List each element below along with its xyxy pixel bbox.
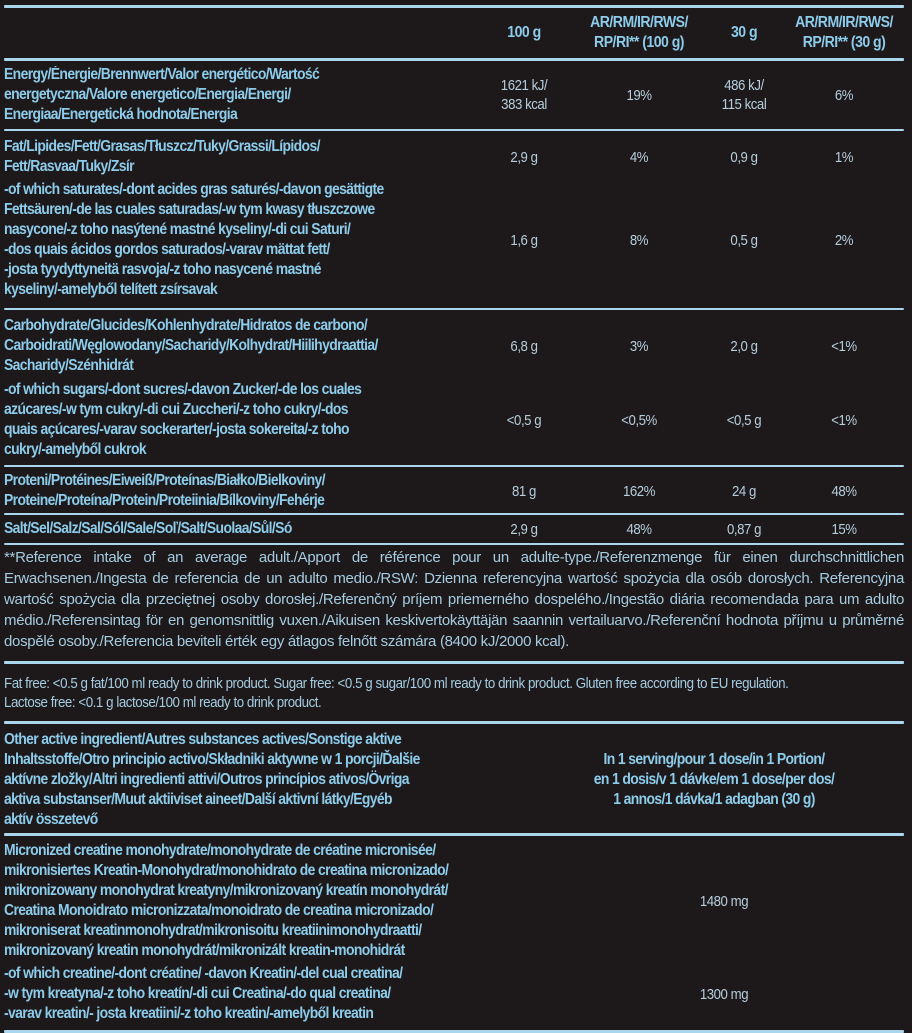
- table-header: [4, 8, 904, 58]
- ri-30g: 2%: [834, 231, 854, 249]
- ri-100g: 3%: [629, 337, 649, 355]
- free-note-line: Lactose free: <0.1 g lactose/100 ml ready to drink product.: [4, 695, 322, 711]
- table-row-saturates: [4, 179, 904, 301]
- row-label: Carbohydrate/Glucides/Kohlenhydrate/Hidratos de carbono/ Carboidrati/Węglowodany/Sacharidy/Kolhydrat/Hiilihydraattia/ Sacharidy/Szénhidrát: [4, 317, 378, 374]
- value-100g: 1621 kJ/ 383 kcal: [500, 77, 548, 113]
- table-row-carbohydrate: [4, 314, 904, 378]
- table-row-sugars: [4, 378, 904, 462]
- table-row-creatine: [4, 839, 904, 963]
- header-ri-30g: AR/RM/IR/RWS/ RP/RI** (30 g): [795, 14, 893, 51]
- divider: [4, 661, 904, 664]
- ri-100g: 4%: [629, 148, 649, 166]
- value-100g: 2,9 g: [510, 148, 538, 166]
- value-30g: 0,9 g: [730, 148, 758, 166]
- ri-30g: 6%: [834, 86, 854, 104]
- free-from-note: [4, 675, 904, 711]
- ri-30g: <1%: [831, 337, 857, 355]
- divider: [4, 465, 904, 467]
- divider: [4, 543, 904, 545]
- ri-30g: 15%: [831, 520, 857, 538]
- header-100g: 100 g: [507, 24, 541, 41]
- value-100g: 81 g: [512, 482, 536, 500]
- ri-30g: <1%: [831, 411, 857, 429]
- value-30g: 0,5 g: [730, 231, 758, 249]
- table-row-protein: [4, 469, 904, 513]
- ri-100g: 162%: [622, 482, 656, 500]
- nutrition-table: [4, 0, 904, 1033]
- value-30g: 24 g: [732, 482, 756, 500]
- ri-100g: 19%: [626, 86, 652, 104]
- value-30g: 2,0 g: [730, 337, 758, 355]
- header-ri-100g: AR/RM/IR/RWS/ RP/RI** (100 g): [590, 14, 688, 51]
- divider: [4, 721, 904, 724]
- value-30g: 0,87 g: [726, 520, 762, 538]
- active-header-label: Other active ingredient/Autres substances actives/Sonstige aktive Inhaltsstoffe/Otro principio activo/Składniki aktywne w 1 porcji/Ďalšie aktívne zložky/Altri ingredienti attivi/Outros princípios ativos/Övriga aktiva substanser/Muut aktiiviset aineet/Další aktivní látky/Egyéb aktív összetevő: [4, 731, 420, 828]
- row-label: Fat/Lipides/Fett/Grasas/Tłuszcz/Tuky/Grassi/Lípidos/ Fett/Rasvaa/Tuky/Zsír: [4, 138, 320, 175]
- active-ingredients-header: [4, 727, 904, 833]
- value-100g: 2,9 g: [510, 520, 538, 538]
- ri-30g: 1%: [834, 148, 854, 166]
- ri-100g: 8%: [629, 231, 649, 249]
- table-row-energy: [4, 61, 904, 129]
- ri-100g: 48%: [626, 520, 652, 538]
- row-label: -of which creatine/-dont créatine/ -davon Kreatin/-del cual creatina/ -w tym kreatyna/-z toho kreatín/-di cui Creatina/-do qual creatina/ -varav kreatin/- josta kreatiini/-z toho kreatin/-amelyből kreatin: [4, 965, 403, 1022]
- divider: [4, 129, 904, 131]
- reference-intake-note: **Reference intake of an average adult./Apport de référence pour un adulte-type./Referenzmenge für einen durchschnittlichen Erwachsenen./Ingesta de referencia de un adulto medio./RSW: Dzienna referencyjna wartość spożycia dla osób dorosłych. Referencyjna wartość spożycia dla przeciętnej osoby dorosłej./Referenčný príjem priemerného dospelého./Ingestão diária recomendada para um adulto médio./Referensintag för en genomsnittlig vuxen./Aikuisen keskivertokäyttäjän saannin vertailuarvo./Referenční hodnota příjmu u průměrné dospělé osoby./Referencia beviteli érték egy átlagos felnőtt számára (8400 kJ/2000 kcal).: [4, 549, 904, 650]
- value-100g: <0,5 g: [506, 411, 542, 429]
- divider: [4, 833, 904, 836]
- value-100g: 6,8 g: [510, 337, 538, 355]
- table-row-fat: [4, 135, 904, 179]
- free-note-line: Fat free: <0.5 g fat/100 ml ready to drink product. Sugar free: <0.5 g sugar/100 ml ready to drink product. Gluten free according to EU regulation.: [4, 676, 789, 692]
- row-label: -of which sugars/-dont sucres/-davon Zucker/-de los cuales azúcares/-w tym cukry/-di cui Zuccheri/-z toho cukry/-dos quais açúcares/-varav sockerarter/-josta sokereita/-z toho cukry/-amelyből cukrok: [4, 381, 362, 458]
- serving-size-header: In 1 serving/pour 1 dose/in 1 Portion/ en 1 dosis/v 1 dávke/em 1 dose/per dos/ 1 annos/1 dávka/1 adagban (30 g): [593, 751, 835, 808]
- row-label: -of which saturates/-dont acides gras saturés/-davon gesättigte Fettsäuren/-de las cuales saturadas/-w tym kwasy tłuszczowe nasycone/-z toho nasýtené mastné kyseliny/-di cui Saturi/ -dos quais ácidos gordos saturados/-varav mättat fett/ -josta tyydyttyneitä rasvoja/-z toho nasycené mastné kyseliny/-amelyből telített zsírsavak: [4, 181, 384, 298]
- ri-30g: 48%: [831, 482, 857, 500]
- row-label: Salt/Sel/Salz/Sal/Sól/Sale/Soľ/Salt/Suolaa/Sůl/Só: [4, 520, 292, 537]
- value-30g: 486 kJ/ 115 kcal: [721, 77, 767, 113]
- row-label: Proteni/Protéines/Eiweiß/Proteínas/Białko/Bielkoviny/ Proteine/Proteína/Protein/Proteiinia/Bílkoviny/Fehérje: [4, 472, 325, 509]
- table-row-salt: [4, 515, 904, 543]
- creatine-value: 1480 mg: [699, 892, 749, 910]
- of-which-creatine-value: 1300 mg: [699, 985, 749, 1003]
- value-30g: <0,5 g: [726, 411, 762, 429]
- header-30g: 30 g: [730, 24, 758, 41]
- table-row-of-which-creatine: [4, 963, 904, 1025]
- ri-100g: <0,5%: [621, 411, 657, 429]
- value-100g: 1,6 g: [510, 231, 538, 249]
- row-label: Micronized creatine monohydrate/monohydrate de créatine micronisée/ mikronisiertes Kreatin-Monohydrat/monohidrato de creatina micronizado/ mikronizowany monohydrat kreatyny/mikronizovaný kreatín monohydrát/ Creatina Monoidrato micronizzata/monoidrato de creatina micronizado/ mikroniserat kreatinmonohydrat/mikronisoitu kreatiinimonohydraatti/ mikronizovaný kreatin monohydrát/mikronizált kreatin-monohidrát: [4, 842, 449, 959]
- divider: [4, 308, 904, 310]
- row-label: Energy/Énergie/Brennwert/Valor energético/Wartość energetyczna/Valore energetico/Energia/Energi/ Energiaa/Energetická hodnota/Energia: [4, 66, 320, 123]
